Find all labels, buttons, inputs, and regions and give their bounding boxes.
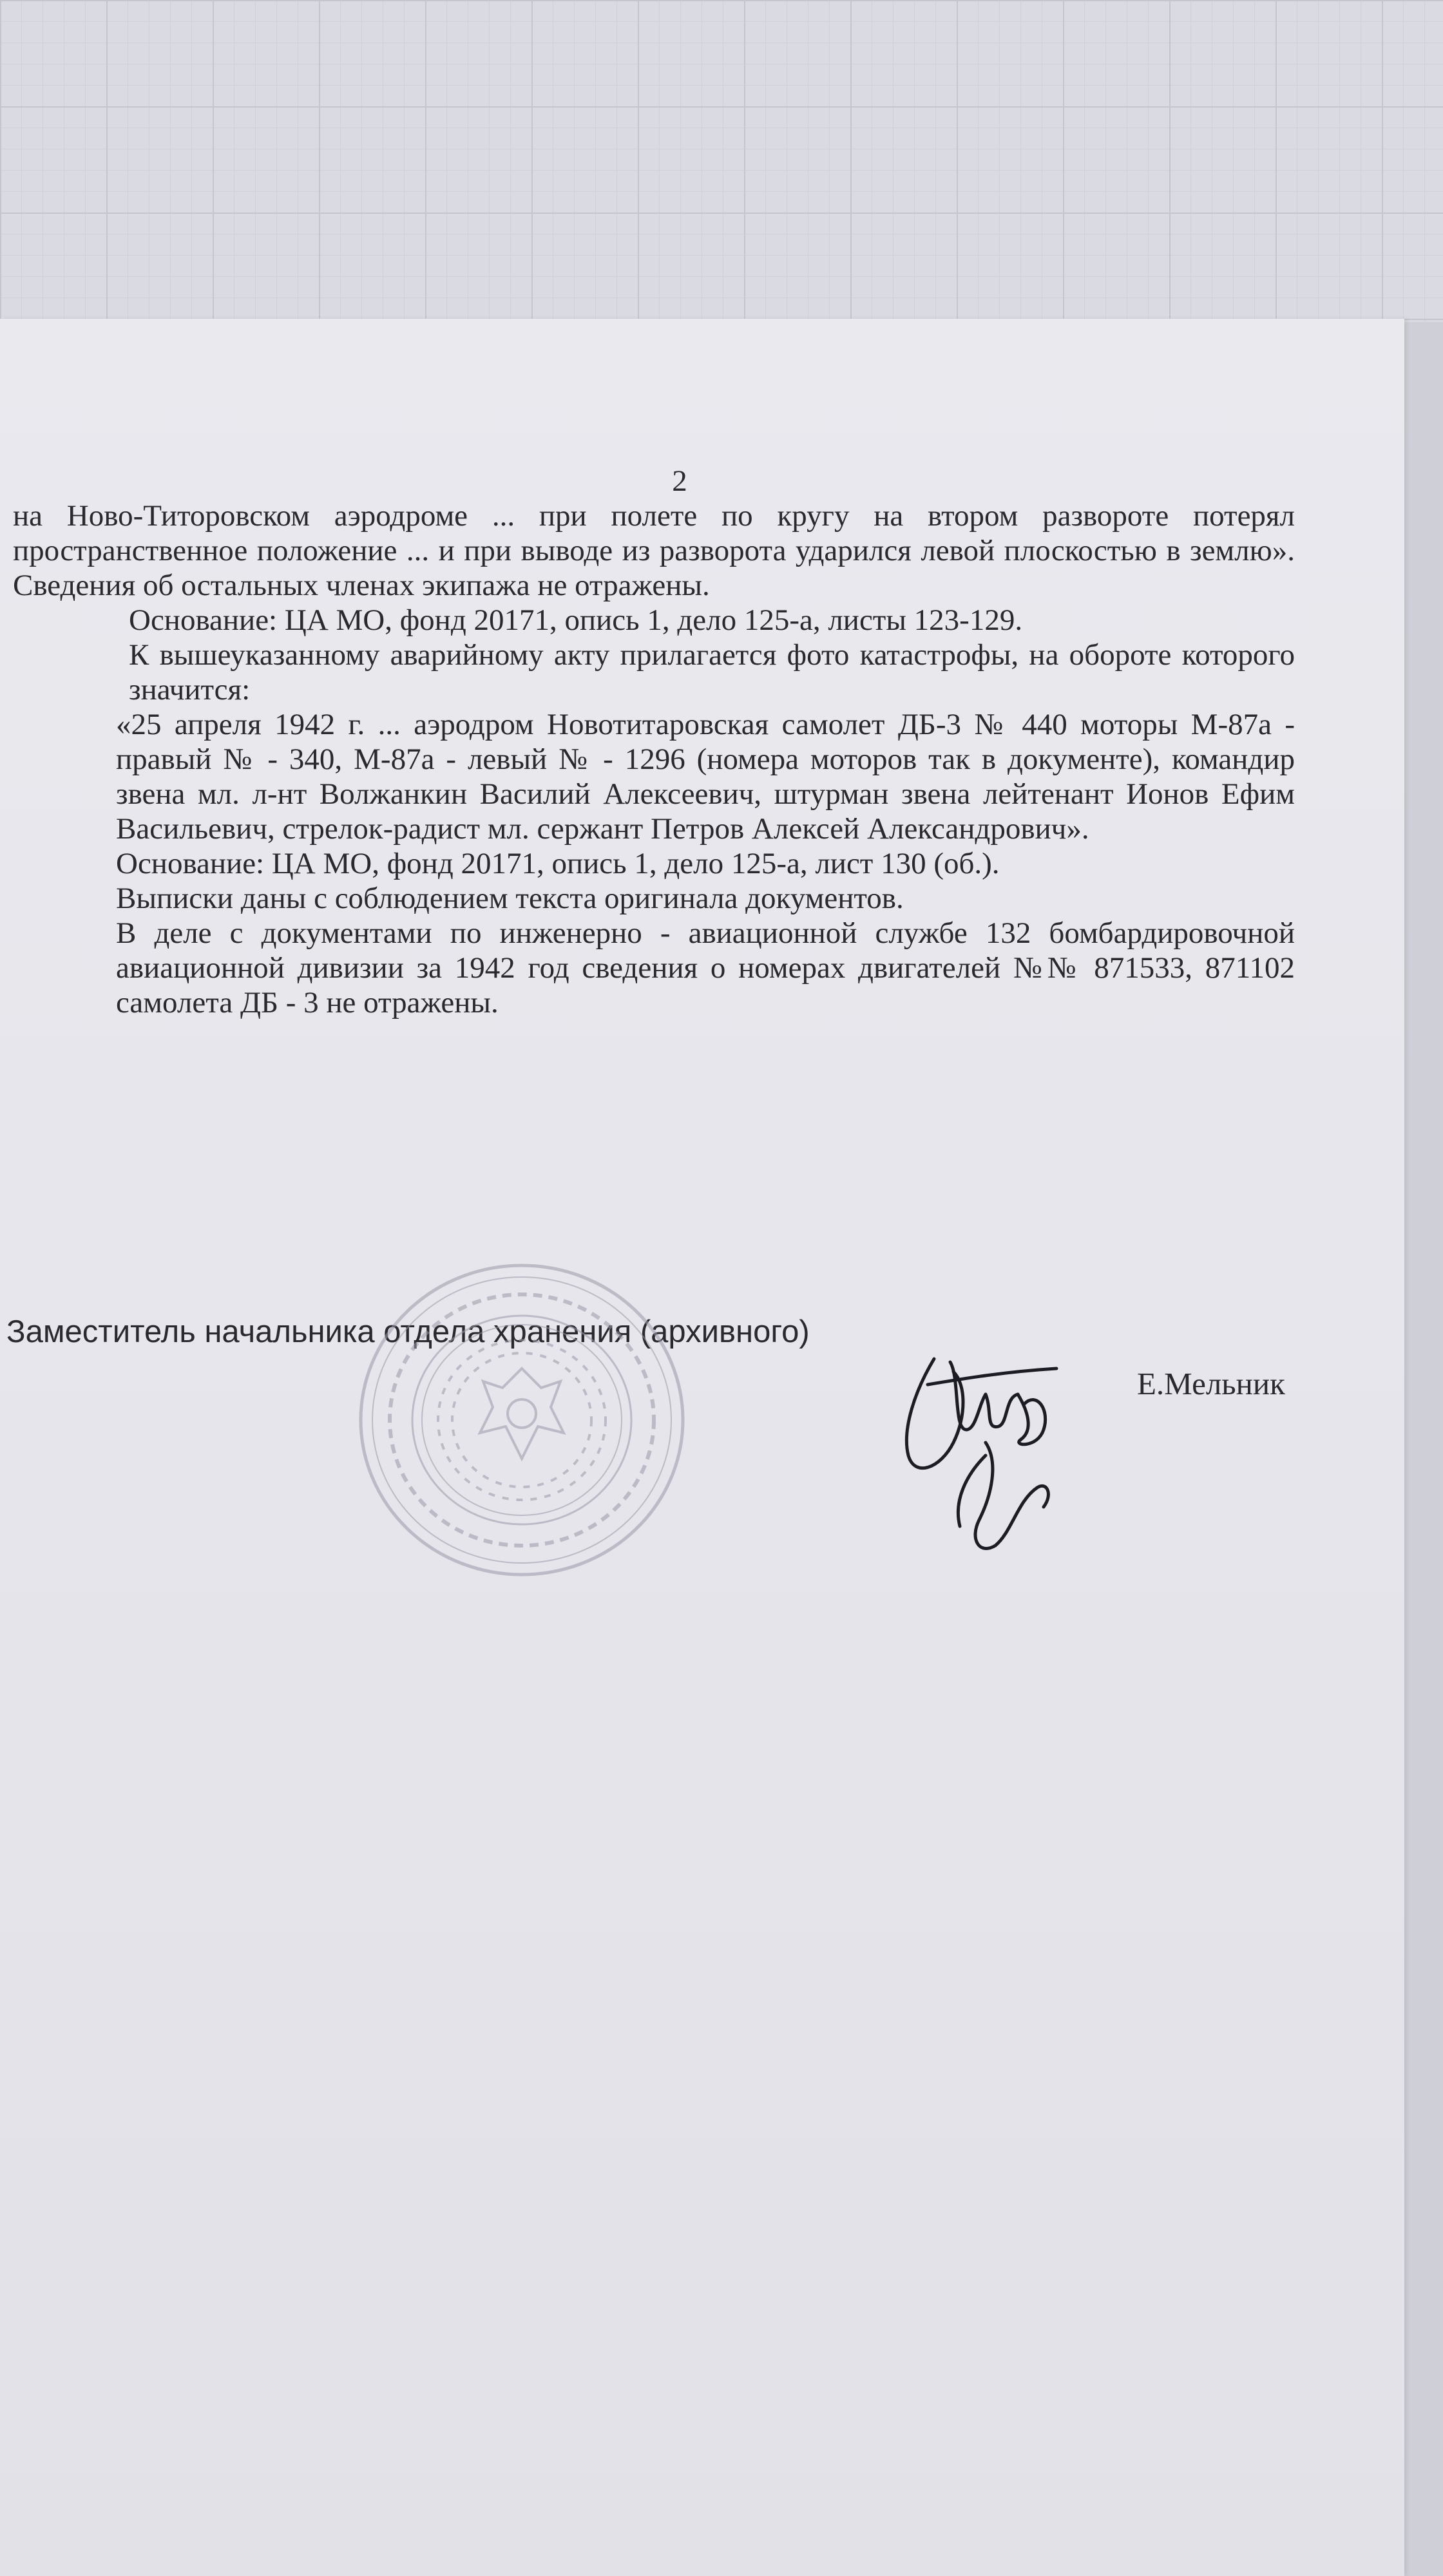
document-body <box>13 464 1295 1020</box>
paragraph-extract-note: Выписки даны с соблюдением текста оригинала документов. <box>116 882 904 915</box>
official-round-stamp <box>354 1259 689 1581</box>
paragraph-engine-numbers: В деле с документами по инженерно - авиационной службе 132 бомбардировочной авиационной дивизии за 1942 год сведения о номерах двигателей №№ 871533, 871102 самолета ДБ - 3 не отражены. <box>116 916 1295 1019</box>
paragraph-basis-1: Основание: ЦА МО, фонд 20171, опись 1, дело 125-а, листы 123-129. <box>129 603 1023 637</box>
background-edge <box>1404 322 1443 2576</box>
signer-position: Заместитель начальника отдела хранения (архивного) <box>6 1314 810 1349</box>
page-number: 2 <box>672 464 687 498</box>
paragraph-photo-quote: «25 апреля 1942 г. ... аэродром Новотитаровская самолет ДБ-3 № 440 моторы М-87а - правый № - 340, М-87а - левый № - 1296 (номера моторов так в документе), командир звена мл. л-нт Волжанкин Василий Алексеевич, штурман звена лейтенант Ионов Ефим Васильевич, стрелок-радист мл. сержант Петров Алексей Александрович». <box>116 708 1295 846</box>
handwritten-signature <box>889 1333 1076 1565</box>
paragraph-basis-2: Основание: ЦА МО, фонд 20171, опись 1, дело 125-а, лист 130 (об.). <box>116 847 1000 880</box>
signer-name: Е.Мельник <box>1137 1366 1285 1401</box>
paragraph-accident-description: на Ново-Титоровском аэродроме ... при полете по кругу на втором развороте потерял пространственное положение ... и при выводе из разворота ударился левой плоскостью в землю». Сведения об остальных членах экипажа не отражены. <box>13 499 1295 602</box>
paragraph-photo-note: К вышеуказанному аварийному акту прилагается фото катастрофы, на обороте которого значится: <box>129 638 1295 706</box>
